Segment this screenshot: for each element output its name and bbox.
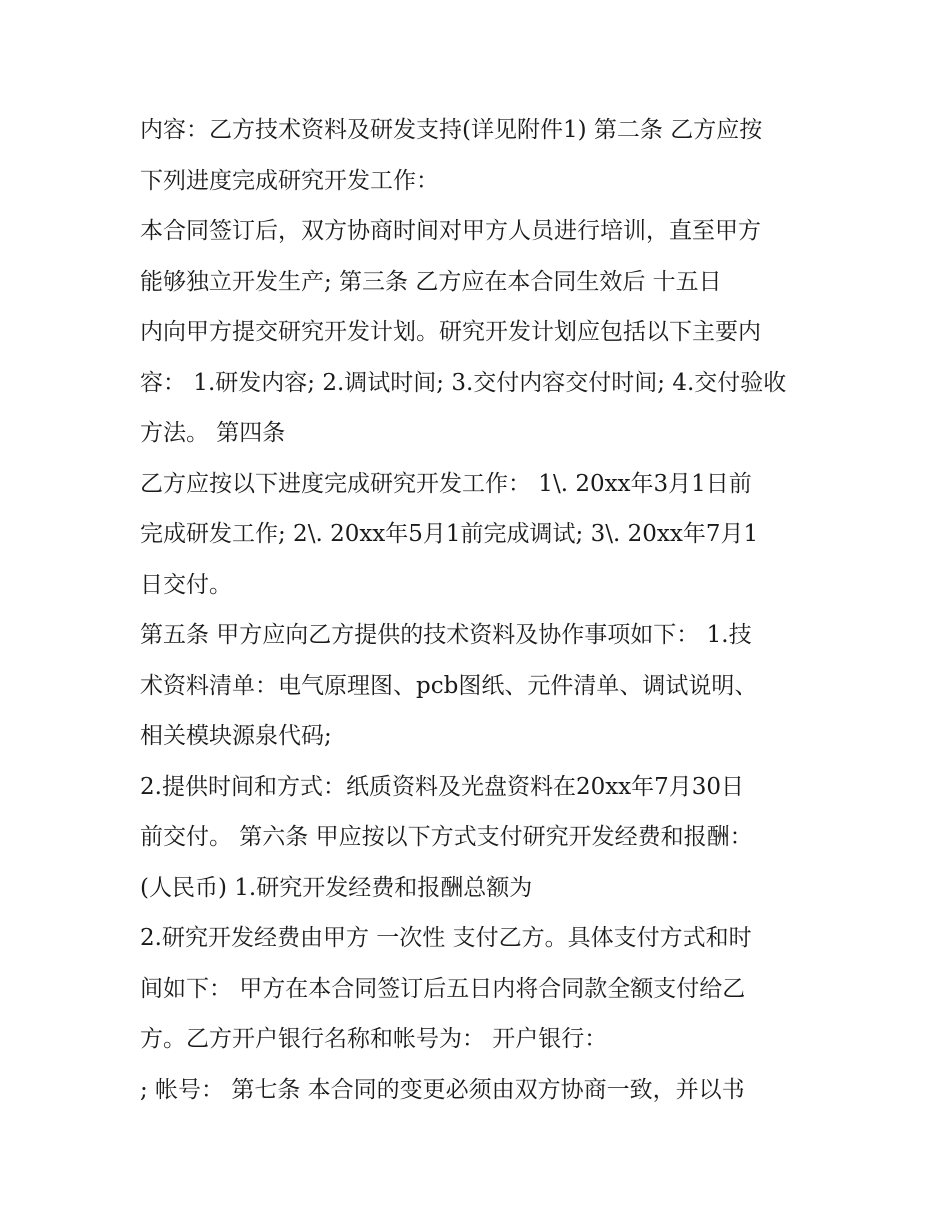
text-line-17: 2.研究开发经费由甲方 一次性 支付乙方。具体支付方式和时: [140, 925, 752, 951]
text-line-19: 方。乙方开户银行名称和帐号为： 开户银行：: [140, 1026, 608, 1052]
text-line-9: 完成研发工作; 2\. 20xx年5月1前完成调试; 3\. 20xx年7月1: [140, 521, 759, 547]
text-line-16: (人民币) 1.研究开发经费和报酬总额为: [140, 875, 533, 901]
text-line-15: 前交付。 第六条 甲应按以下方式支付研究开发经费和报酬：: [140, 824, 753, 850]
text-line-11: 第五条 甲方应向乙方提供的技术资料及协作事项如下： 1.技: [140, 622, 752, 648]
text-line-18: 间如下： 甲方在本合同签订后五日内将合同款全额支付给乙: [140, 976, 746, 1002]
text-line-10: 日交付。: [140, 572, 232, 598]
text-line-1: 内容：乙方技术资料及研发支持(详见附件1) 第二条 乙方应按: [140, 117, 763, 143]
text-line-4: 能够独立开发生产; 第三条 乙方应在本合同生效后 十五日: [140, 269, 722, 295]
text-line-3: 本合同签订后，双方协商时间对甲方人员进行培训，直至甲方: [140, 218, 761, 244]
text-line-5: 内向甲方提交研究开发计划。研究开发计划应包括以下主要内: [140, 319, 761, 345]
text-line-6: 容： 1.研发内容; 2.调试时间; 3.交付内容交付时间; 4.交付验收: [140, 370, 787, 396]
text-line-20: ; 帐号： 第七条 本合同的变更必须由双方协商一致，并以书: [140, 1077, 745, 1103]
text-line-8: 乙方应按以下进度完成研究开发工作： 1\. 20xx年3月1日前: [140, 471, 752, 497]
text-line-13: 相关模块源泉代码;: [140, 723, 332, 749]
text-line-7: 方法。 第四条: [140, 420, 286, 446]
text-line-12: 术资料清单：电气原理图、pcb图纸、元件清单、调试说明、: [140, 673, 758, 699]
text-line-14: 2.提供时间和方式：纸质资料及光盘资料在20xx年7月30日: [140, 774, 745, 800]
text-line-2: 下列进度完成研究开发工作：: [140, 168, 439, 194]
